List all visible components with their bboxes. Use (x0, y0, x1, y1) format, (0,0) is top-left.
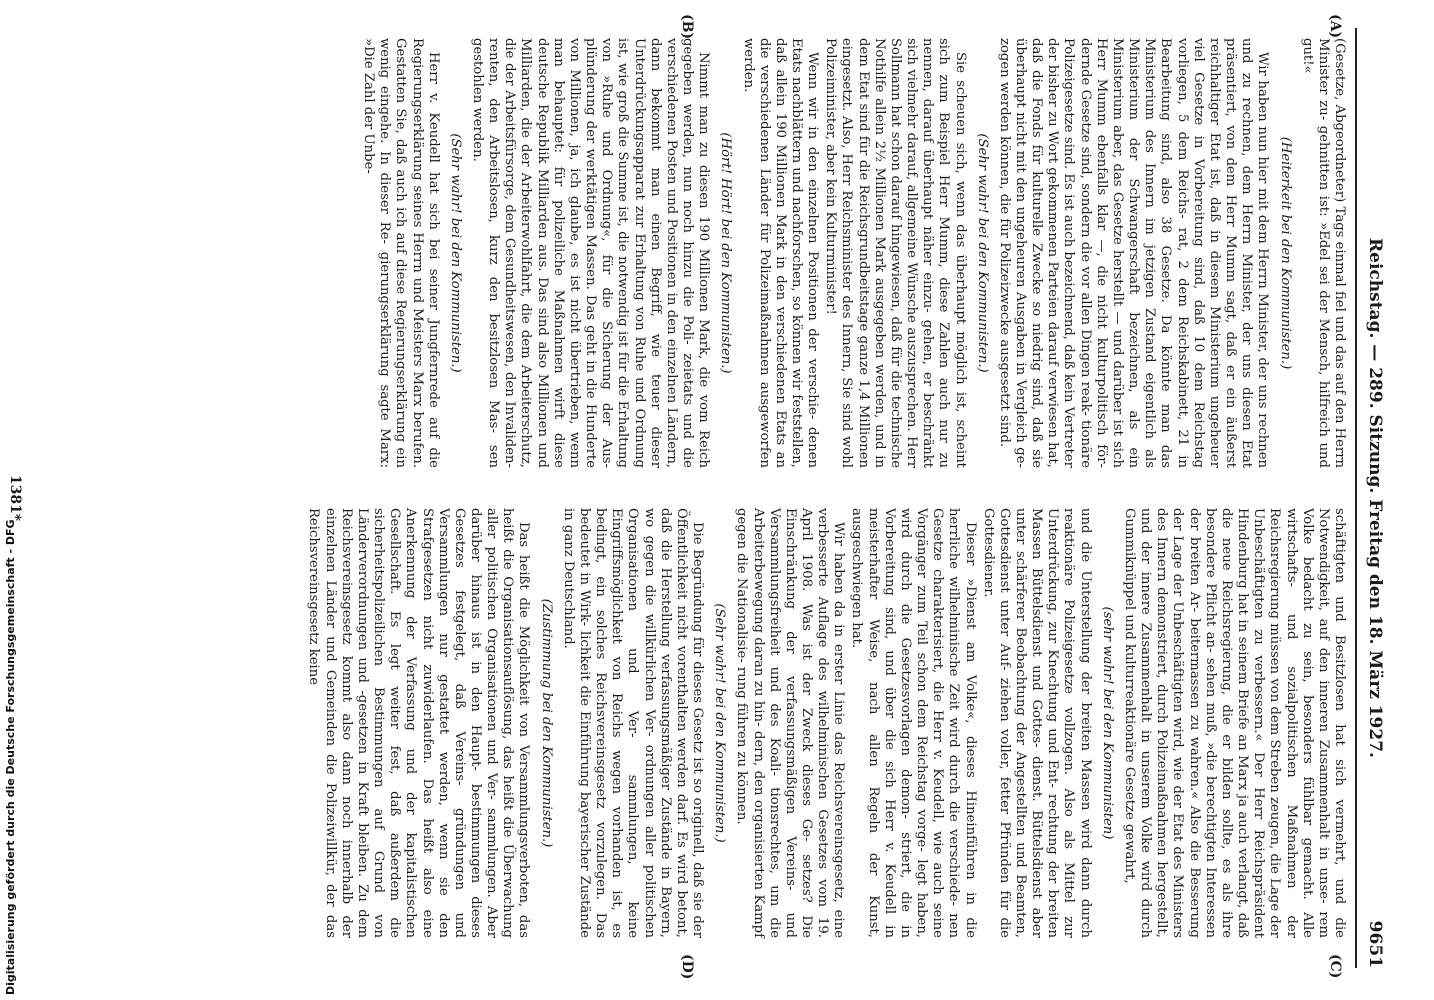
interjection: (Hört! Hört! bei den Kommunisten.) (718, 132, 734, 374)
margin-marker-b: (B) (679, 14, 695, 40)
interjection: (Sehr wahr! bei den Kommunisten.) (712, 603, 728, 843)
paragraph: (Gesetze, Abgeordneter) Tags einmal fiel und das auf den Herrn Minister zu- gehnitten ist: »Edel sei der Mensch, hilfreich und gut!« (1299, 38, 1347, 468)
interjection: (Sehr wahr! bei den Kommunisten.) (447, 133, 463, 373)
interjection: (Zustimmung bei den Kommunisten.) (538, 598, 554, 848)
paragraph: Sie scheuen sich, wenn das überhaupt möglich ist, scheint sich zum Beispiel Herr Mumm, diese Zahlen auch nur zu nennen, darauf überhaupt näher einzu- gehen, er beschränkt sich vielmehr darauf, allgemeine Wünsche auszusprechen. Herr Sollmann hat schon darauf hingewiesen, daß für die technische Nothilfe allein 2½ Millionen Mark ausgegeben werden, und in dem Etat sind für die Reichsgrundbeitstage ganze 1,4 Millionen eingesetzt. Also, Herr Reichsminister des Innern, Sie sind wohl Polizeiminister, aber kein Kulturminister! (823, 38, 968, 468)
page-number: 9651 (1365, 920, 1385, 968)
interjection: (Sehr wahr! bei den Kommunisten.) (974, 133, 990, 373)
margin-marker-a: (A) (1327, 14, 1343, 39)
paragraph: Das heißt die Möglichkeit von Versammlungsverboten, das heißt die Organisationsauflösung, das heißt die Überwachung aller politischen Organisationen und Ver- sammlungen. Aber darüber hinaus ist in den Haupt- bestimmungen dieses Gesetzes festgelegt, daß Vereins- gründungen und Versammlungen nur gestattet werden, wenn sie den Strafgesetzen nicht zuwiderlaufen. Das heißt also eine Anerkennung der Verfassung und der kapitalistischen Gesellschaft. Es legt weiter fest, daß außerdem die sicherheitspolizeilichen Bestimmungen auf Grund von Länderverordnungen und -gesetzen in Kraft bleiben. Zu dem Reichsvereinsgesetz kommt also dann noch innerhalb der einzelnen Länder und Gemeinden die Polizeiwillkür, der das Reichsvereinsgesetz keine (306, 508, 532, 938)
paragraph: Nimmt man zu diesen 190 Millionen Mark, die vom Reich gegeben werden, nun noch hinzu die Poli- zeietats und die verschiedenen Posten und Positionen in den einzelnen Ländern, dann bekommt man einen Begriff, wie teuer dieser Unterdrückungsapparat zur Erhaltung von Ruhe und Ordnung ist, wie groß die Summe ist, die notwendig ist für die Erhaltung von »Ruhe und Ordnung«, für die Sicherung der Aus- plünderung der werktätigen Massen. Das geht in die Hunderte von Millionen, ja, ich glaube, es ist nicht übertrieben, wenn man behauptet: für polizeiliche Maßnahmen wirft diese deutsche Republik Milliarden aus. Das sind also Millionen und Milliarden, die der Arbeiterwohlfahrt, die dem Arbeiterschutz, die der Arbeitsfürsorge, dem Gesundheitswesen, den Invaliden- renten, den Arbeitslosen, kurz den besitzlosen Mas- sen gestohlen werden. (470, 38, 712, 468)
margin-marker-c: (C) (1327, 954, 1343, 979)
paragraph: schäftigten und Besitzlosen hat sich vermehrt, und die Notwendigkeit, auf den inneren Zusammenhalt in unse- rem Volke bedacht zu sein, besonders fühlbar gemacht. Alle wirtschafts- und sozialpolitischen Maßnahmen der Reichsregierung müssen von dem Streben zeugen, die Lage der Unbeschäftigten zu verbessern.« Der Herr Reichspräsident Hindenburg hat in seinem Briefe an Marx ja auch verlangt, daß die neue Reichsregierung, die er bilden sollte, es als ihre besondere Pflicht an- sehen muß, »die berechtigten Interessen der breiten Ar- beitermassen zu wahren.« Also die Besserung der Lage der Unbeschäftigten wird, wie der Etat des Ministers des Innern demonstriert, durch Polizeimaßnahmen hergestellt, und der innere Zusammenhalt in unserem Volke wird durch Gummiknüppel und kulturreaktionäre Gesetze gewahrt, (1121, 508, 1347, 938)
paragraph: Wir haben da in erster Linie das Reichsvereinsgesetz, eine verbesserte Auflage des wilhelminischen Gesetzes vom 19. April 1908. Was ist der Zweck dieses Ge- setzes? Die Einschränkung der verfassungsmäßigen Vereins- und Versammlungsfreiheit und des Koali- tionsrechtes, um die Arbeiterbewegung daran zu hin- dern, den organisierten Kampf gegen die Nationalisie- rung führen zu können. (734, 508, 847, 938)
paragraph: Herr v. Keudell hat sich bei seiner Jungfernrede auf die Regierungserklärung seines Herrn und Meisters Marx berufen. Gestatten Sie, daß auch ich auf diese Regierungserklärung ein wenig eingehe. In dieser Re- gierungserklärung sagte Marx: »Die Zahl der Unbe- (361, 38, 441, 468)
right-text-column (47, 508, 1347, 938)
interjection: (sehr wahr! bei den Kommunisten) (1099, 606, 1115, 840)
paragraph: Wir haben nun hier mit dem Herrn Minister, der uns rechnen und zu rechnen, dem Herrn Minister, der uns diesen Etat präsentiert, von dem Herr Mumm sagt, daß er ein äußerst reichhaltiger Etat ist, daß in diesem Ministerium ungeheuer viel Gesetze in Vorbereitung sind, daß 10 dem Reichstag vorliegen, 5 dem Reichs- rat, 2 dem Reichskabinett, 21 in Bearbeitung sind, also 38 Gesetze. Da könnte man das Ministerium des Innern im jetzigen Zustand eigentlich als Ministerium der Schwangerschaft bezeichnen, als ein Ministerium aber, das Gesetze herstellt — und darüber ist sich Herr Mumm ebenfalls klar —, die nicht kulturpolitisch för- dernde Gesetze sind, sondern die vor allen Dingen reak- tionäre Polizeigesetze sind. Es ist auch bezeichnend, daß kein Vertreter der bisher zu Wort gekommenen Parteien darauf verwiesen hat, daß die Fonds für kulturelle Zwecke so niedrig sind, daß sie überhaupt nicht mit den ungeheuren Ausgaben in Vergleich ge- zogen werden können, die für Polizeizwecke ausgesetzt sind. (996, 38, 1271, 468)
document-page (0, 8, 1395, 988)
header-rule (1355, 28, 1357, 968)
digitization-note-text: Digitalisierung gefördert durch die Deutsche Forschungsgemeinschaft - DFG (4, 519, 17, 995)
header-title: Reichstag. — 289. Sitzung. Freitag den 18. März 1927. (1365, 238, 1385, 758)
paragraph: Dieser »Dienst am Volke«, dieses Hineinführen in die herrliche wilhelminische Zeit wird durch die verschiede- nen Gesetze charakterisiert, die Herr v. Keudell, wie auch seine Vorgänger zum Teil schon dem Reichstag vorge- legt haben, wird durch die Gesetzesvorlagen demon- striert, die in Vorbereitung sind, und über die sich Herr v. Keudell in meisterhafter Weise, nach allen Regeln der Kunst, ausgeschwiegen hat. (849, 508, 978, 938)
paragraph: Die Begründung für dieses Gesetz ist so originell, daß sie der Öffentlichkeit nicht vorenthalten werden darf. Es wird betont, daß die Herstellung verfassungsmäßiger Zustände in Bayern, wo gegen die willkürlichen Ver- ordnungen aller politischen Organisationen und Ver- sammlungen, keine Eingriffsmöglichkeit von Reichs wegen vorhanden ist, es bedingt, ein solches Reichsvereinsgesetz vorzulegen. Das bedeutet in Wirk- lichkeit die Einführung bayerischer Zustände in ganz Deutschland. (560, 508, 706, 938)
page-header (1355, 28, 1385, 968)
left-text-column (47, 38, 1347, 468)
signature-mark: 1381* (7, 474, 23, 522)
paragraph: Wenn wir in den einzelnen Positionen der verschie- denen Etats nachblättern und nachforschen, so können wir feststellen, daß allein 190 Millionen Mark in den verschiedenen Etats an die verschiedenen Länder für Polizeimaßnahmen ausgeworfen werden. (740, 38, 821, 468)
margin-marker-d: (D) (679, 954, 695, 980)
interjection: (Heiterkeit bei den Kommunisten.) (1277, 136, 1293, 370)
paragraph: und die Unterstellung der breiten Massen wird dann durch reaktionäre Polizeigesetze vollzogen. Also als Mittel zur Unterdrückung, zur Knechtung und Ent- rechtung der breiten Massen Büttelsdienst und Gottes- dienst. Büttelsdienst aber unter schärferer Beobachtung der Angestellten und Beamten, Gottesdienst unter Auf- ziehen voller, fetter Pfründen für die Gottesdiener. (980, 508, 1093, 938)
